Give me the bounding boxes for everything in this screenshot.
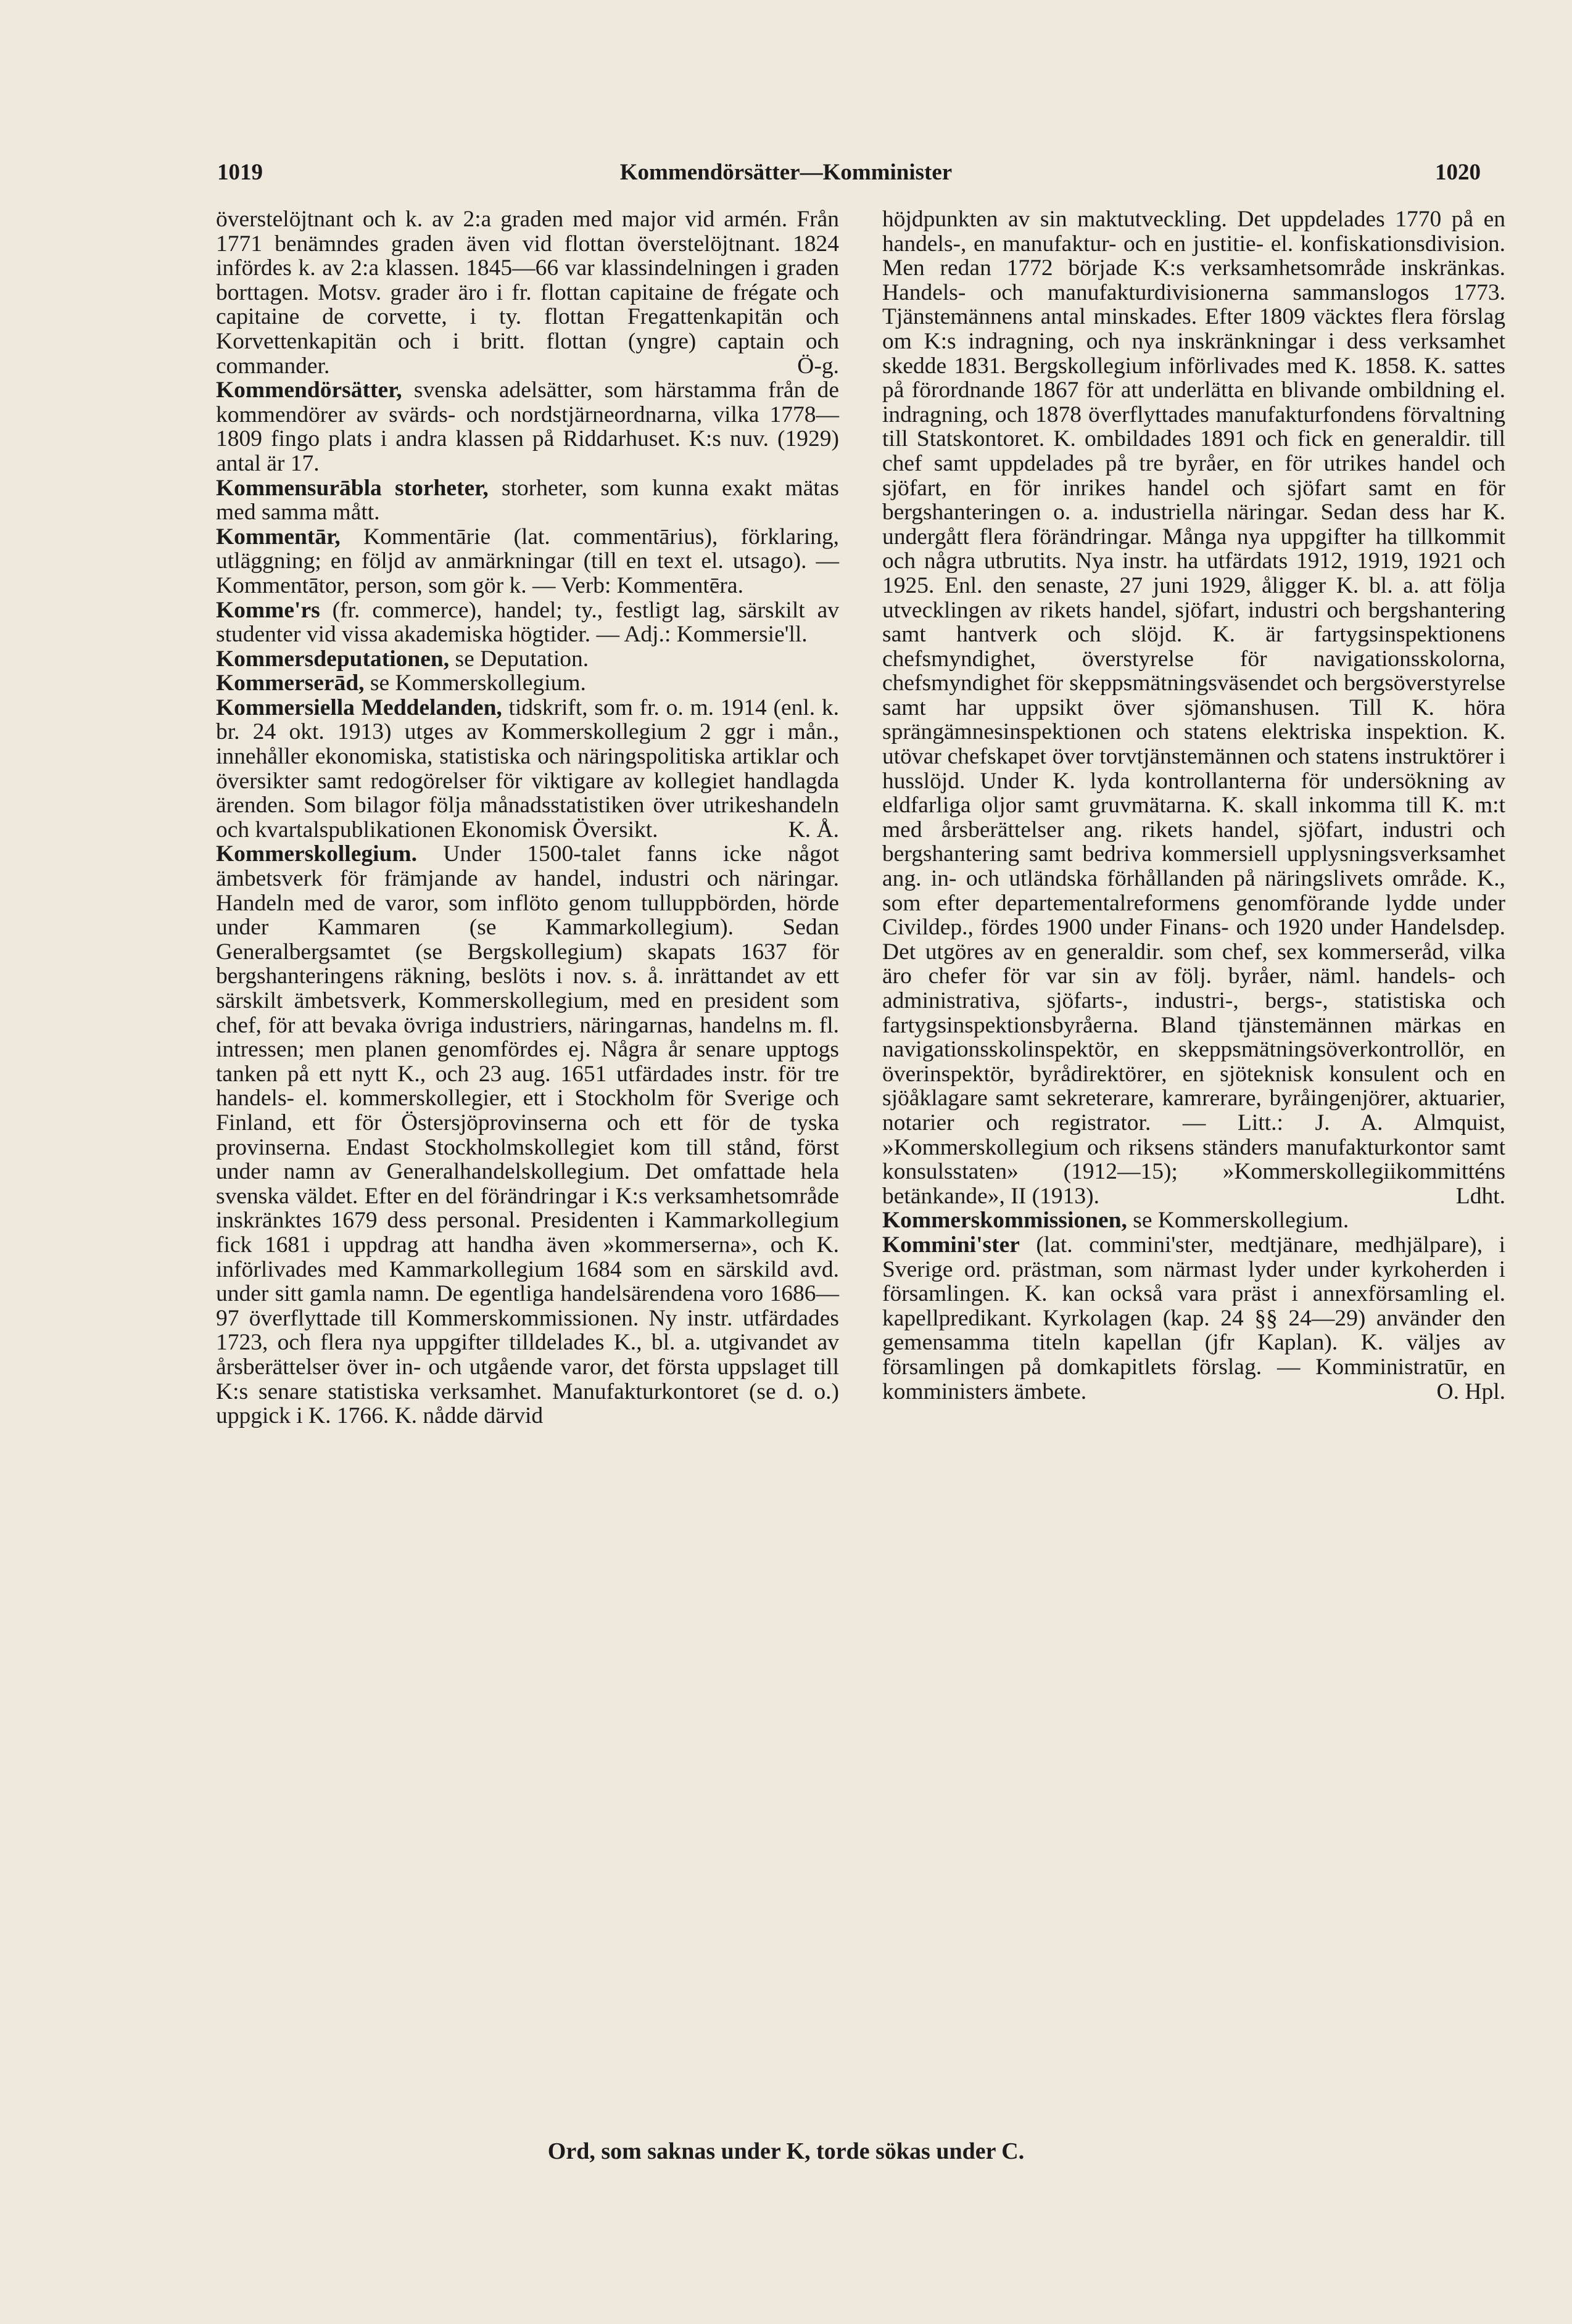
right-column (882, 207, 1505, 1404)
entry-paragraph (882, 1233, 1505, 1404)
entry-text: tidskrift, som fr. o. m. 1914 (enl. k. br. 24 okt. 1913) utges av Kommerskollegium 2 ggr i mån., innehåller ekonomiska, statistiska och näringspolitiska artiklar och översikter samt redogörelser för viktigare av kollegiet handlagda ärenden. Som bilagor följa månadsstatistiken över utrikeshandeln och kvartalspublikationen Ekonomisk Översikt. (216, 694, 840, 843)
entry-paragraph (216, 671, 839, 696)
entry-headword: Kommerskollegium. (216, 841, 418, 867)
entry-paragraph (216, 476, 839, 525)
entry-paragraph (216, 696, 839, 843)
entry-signature: K. Å. (788, 817, 839, 843)
entry-text: se Kommerskollegium. (370, 670, 586, 696)
entry-paragraph (882, 1208, 1505, 1233)
entry-text: se Kommerskollegium. (1133, 1208, 1349, 1234)
entry-signature: Ldht. (1455, 1183, 1505, 1209)
entry-headword: Kommersdeputationen, (216, 646, 450, 672)
entry-text: svenska adelsätter, som härstamma från de kommendörer av svärds- och nordstjärneordnarna, vilka 1778—1809 fingo plats i andra klassen på Riddarhuset. K:s nuv. (1929) antal är 17. (216, 377, 840, 476)
entry-paragraph (216, 598, 839, 647)
entry-headword: Kommerserād, (216, 670, 365, 696)
entry-text: storheter, som kunna exakt mätas med samma mått. (216, 475, 840, 525)
entry-headword: Kommentār, (216, 524, 341, 550)
entry-headword: Kommersiella Meddelanden, (216, 694, 502, 720)
entry-headword: Komme'rs (216, 597, 320, 623)
entry-paragraph (216, 378, 839, 476)
running-title: Kommendörsätter—Komminister (619, 160, 953, 185)
entry-paragraph (216, 207, 839, 378)
entry-headword: Kommini'ster (882, 1232, 1020, 1258)
entry-signature: Ö-g. (797, 353, 839, 379)
page-number-right: 1020 (1435, 160, 1481, 185)
entry-headword: Kommendörsätter, (216, 377, 402, 403)
entry-paragraph (216, 842, 839, 1428)
page-number-left: 1019 (217, 160, 263, 185)
entry-text: höjdpunkten av sin maktutveckling. Det uppdelades 1770 på en handels-, en manufaktur- och en justitie- el. konfiskationsdivision. Men redan 1772 började K:s verksamhetsområde inskränkas. Handels- och manufakturdivisionerna sammanslogos 1773. Tjänstemännens antal minskades. Efter 1809 väcktes flera förslag om K:s indragning, och nya inskränkningar i dess verksamhet skedde 1831. Bergskollegium införlivades med K. 1858. K. sattes på förordnande 1867 för att underlätta en blivande ombildning el. indragning, och 1878 överflyttades manufakturfondens förvaltning till Statskontoret. K. ombildades 1891 och fick en generaldir. till chef samt uppdelades på tre byråer, en för utrikes handel och sjöfart, en för inrikes handel och sjöfart samt en för bergshanteringen o. a. industriella näringar. Sedan dess har K. undergått flera förändringar. Många nya uppgifter ha tillkommit och några utbrutits. Nya instr. ha utfärdats 1912, 1919, 1921 och 1925. Enl. den senaste, 27 juni 1929, åligger K. bl. a. att följa utvecklingen av rikets handel, sjöfart, industri och bergshantering samt hantverk och slöjd. K. är fartygsinspektionens chefsmyndighet, överstyrelse för navigationsskolorna, chefsmyndighet för skeppsmätningsväsendet och bergsöverstyrelse samt har uppsikt över sjömanshusen. Till K. höra sprängämnesinspektionen och statens elektriska inspektion. K. utövar chefskapet över torvtjänstemännen och statens instruktörer i husslöjd. Under K. lyda kontrollanterna för undersökning av eldfarliga oljor samt gruvmätarna. K. skall inkomma till K. m:t med årsberättelser ang. rikets handel, sjöfart, industri och bergshantering samt bedriva kommersiell upplysningsverksamhet ang. in- och utländska förhållanden på näringslivets område. K., som efter departementalreformens genomförande lydde under Civildep., fördes 1900 under Finans- och 1920 under Handelsdep. Det utgöres av en generaldir. som chef, sex kommerseråd, vilka äro chefer för var sin av följ. byråer, näml. handels- och administrativa, sjöfarts-, industri-, bergs-, statistiska och fartygsinspektionsbyråerna. Bland tjänstemännen märkas en navigationsskolinspektör, en skeppsmätningsöverkontrollör, en överinspektör, byrådirektörer, en sjöteknisk konsulent och en sjöåklagare samt sekreterare, kamrerare, byråingenjörer, aktuarier, notarier och registrator. — Litt.: J. A. Almquist, »Kommerskollegium och riksens ständers manufakturkontor samt konsulsstaten» (1912—15); »Kommerskollegiikommitténs betänkande», II (1913). (882, 207, 1505, 1209)
entry-text: se Deputation. (455, 646, 589, 672)
entry-text: (lat. commini'ster, medtjänare, medhjälpare), i Sverige ord. prästman, som närmast lyder under kyrkoherden i församlingen. K. kan också vara präst i annexförsamling el. kapellpredikant. Kyrkolagen (kap. 24 §§ 24—29) använder den gemensamma titeln kapellan (jfr Kaplan). K. väljes av församlingen på domkapitlets förslag. — Komministratūr, en komministers ämbete. (882, 1232, 1505, 1404)
entry-text: (fr. commerce), handel; ty., festligt lag, särskilt av studenter vid vissa akademiska högtider. — Adj.: Kommersie'll. (216, 597, 840, 648)
entry-headword: Kommensurābla storheter, (216, 475, 489, 501)
entry-text: överstelöjtnant och k. av 2:a graden med major vid armén. Från 1771 benämndes graden även vid flottan överstelöjtnant. 1824 infördes k. av 2:a klassen. 1845—66 var klassindelningen i graden borttagen. Motsv. grader äro i fr. flottan capitaine de frégate och capitaine de corvette, i ty. flottan Fregattenkapitän och Korvettenkapitän och i britt. flottan (yngre) captain och commander. (216, 207, 839, 379)
entry-paragraph (216, 525, 839, 598)
left-column (216, 207, 839, 1428)
entry-paragraph (882, 207, 1505, 1208)
entry-signature: O. Hpl. (1436, 1378, 1505, 1404)
entry-text: Under 1500-talet fanns icke något ämbetsverk för främjande av handel, industri och näringar. Handeln med de varor, som inflöto genom tulluppbörden, hörde under Kammaren (se Kammarkollegium). Sedan Generalbergsamtet (se Bergskollegium) skapats 1637 för bergshanteringens räkning, beslöts i nov. s. å. inrättandet av ett särskilt ämbetsverk, Kommerskollegium, med en president som chef, för att bevaka övriga industriers, näringarnas, handelns m. fl. intressen; men planen genomfördes ej. Några år senare upptogs tanken på ett nytt K., och 23 aug. 1651 utfärdades instr. för tre handels- el. kommerskollegier, ett i Stockholm för Sverige och Finland, ett för Östersjöprovinserna och ett för de tyska provinserna. Endast Stockholmskollegiet kom till stånd, först under namn av Generalhandelskollegium. Det omfattade hela svenska väldet. Efter en del förändringar i K:s verksamhetsområde inskränktes 1679 dess personal. Presidenten i Kammarkollegium fick 1681 i uppdrag att handha även »kommerserna», och K. införlivades med Kammarkollegium 1684 som en särskild avd. under sitt gamla namn. De egentliga handelsärendena voro 1686—97 överflyttade till Kommerskommissionen. Ny instr. utfärdades 1723, och flera nya uppgifter tilldelades K., bl. a. utgivandet av årsberättelser över in- och utgående varor, det första uppslaget till K:s senare statistiska verksamhet. Manufakturkontoret (se d. o.) uppgick i K. 1766. K. nådde därvid (216, 841, 839, 1429)
entry-headword: Kommerskommissionen, (882, 1208, 1127, 1234)
entry-paragraph (216, 647, 839, 672)
footer-note: Ord, som saknas under K, torde sökas under C. (547, 2138, 1025, 2164)
entry-text: Kommentārie (lat. commentārius), förklaring, utläggning; en följd av anmärkningar (till en text el. utsago). — Kommentātor, person, som gör k. — Verb: Kommentēra. (216, 524, 839, 598)
